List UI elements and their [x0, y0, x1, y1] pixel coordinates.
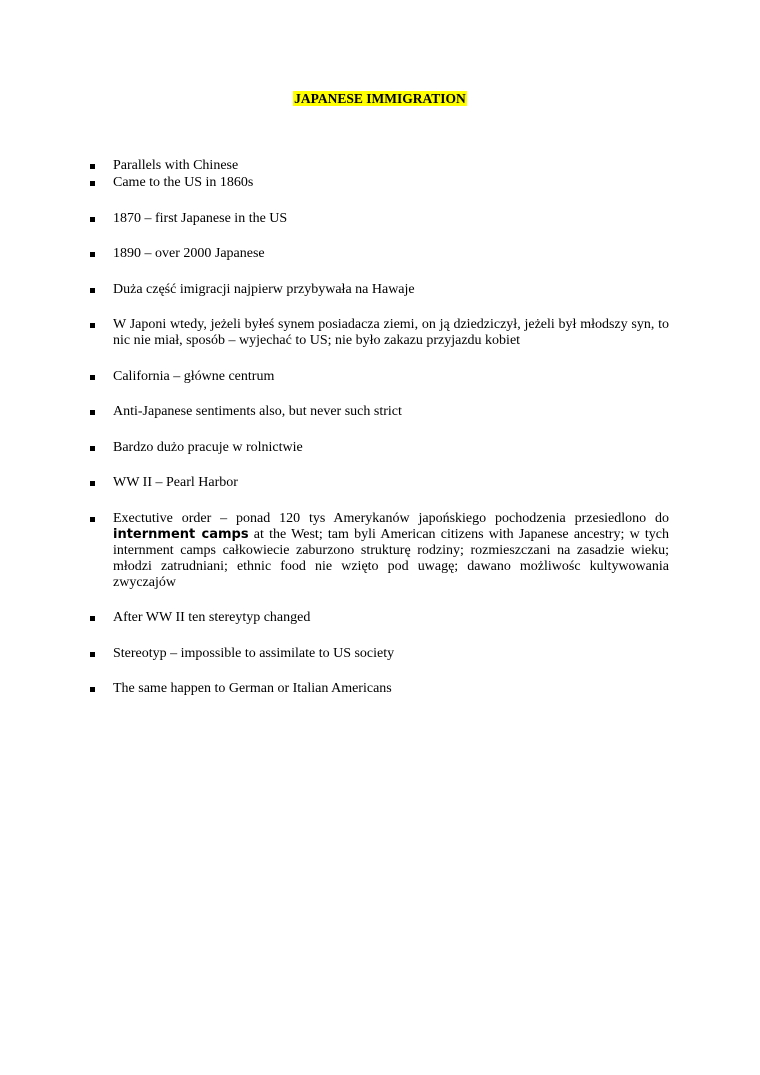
square-bullet-icon [90, 217, 95, 222]
list-item-text: Came to the US in 1860s [113, 175, 254, 190]
bullet-list [0, 158, 760, 697]
square-bullet-icon [90, 481, 95, 486]
list-item [0, 440, 669, 456]
square-bullet-icon [90, 375, 95, 380]
list-item-text: Parallels with Chinese [113, 158, 239, 173]
list-item-text: Duża część imigracji najpierw przybywała na Hawaje [113, 281, 415, 297]
title-container [0, 90, 760, 108]
list-item-text: After WW II ten stereytyp changed [113, 610, 311, 625]
list-item-text: The same happen to German or Italian Americans [113, 681, 392, 696]
list-item-text: W Japoni wtedy, jeżeli byłeś synem posiadacza ziemi, on ją dziedziczył, jeżeli był młodszy syn, to nic nie miał, sposób – wyjechać to US; nie było zakazu przyjazdu kobiet [113, 317, 669, 348]
list-item-text: 1890 – over 2000 Japanese [113, 246, 265, 261]
list-item-text-part: at the West; tam byli American citizens with Japanese ancestry; w tych internment camps całkowiecie zaburzono strukturę rodziny; rozmieszczani na zasadzie wieku; młodzi zatrudniani; ethnic food nie wzięto pod uwagę; dawano możliwośc kultywowania zwyczajów [113, 526, 670, 590]
list-item [0, 475, 669, 491]
square-bullet-icon [90, 687, 95, 692]
list-item [0, 158, 669, 174]
square-bullet-icon [90, 652, 95, 657]
list-item [0, 511, 669, 591]
internment-camps-bold: internment camps [113, 526, 249, 542]
list-item-text [113, 511, 669, 590]
square-bullet-icon [90, 517, 95, 522]
list-item [0, 175, 669, 191]
list-item [0, 681, 669, 697]
list-item [0, 282, 669, 298]
document-title: JAPANESE IMMIGRATION [294, 91, 466, 106]
list-item [0, 317, 669, 349]
list-item-text-part: Exectutive order – ponad 120 tys Amerykanów japońskiego pochodzenia przesiedlono do [113, 510, 669, 526]
list-item-text: WW II – Pearl Harbor [113, 475, 238, 490]
list-item [0, 369, 669, 385]
list-item-text: 1870 – first Japanese in the US [113, 210, 288, 226]
list-item-text: Bardzo dużo pracuje w rolnictwie [113, 439, 303, 455]
square-bullet-icon [90, 181, 95, 186]
square-bullet-icon [90, 288, 95, 293]
square-bullet-icon [90, 410, 95, 415]
square-bullet-icon [90, 164, 95, 169]
list-item [0, 246, 669, 262]
square-bullet-icon [90, 323, 95, 328]
list-item [0, 610, 669, 626]
list-item-text: Anti-Japanese sentiments also, but never such strict [113, 404, 402, 419]
list-item [0, 211, 669, 227]
square-bullet-icon [90, 616, 95, 621]
square-bullet-icon [90, 446, 95, 451]
list-item [0, 404, 669, 420]
list-item-text: California – główne centrum [113, 368, 275, 384]
list-item [0, 646, 669, 662]
list-item-text: Stereotyp – impossible to assimilate to US society [113, 645, 395, 661]
square-bullet-icon [90, 252, 95, 257]
